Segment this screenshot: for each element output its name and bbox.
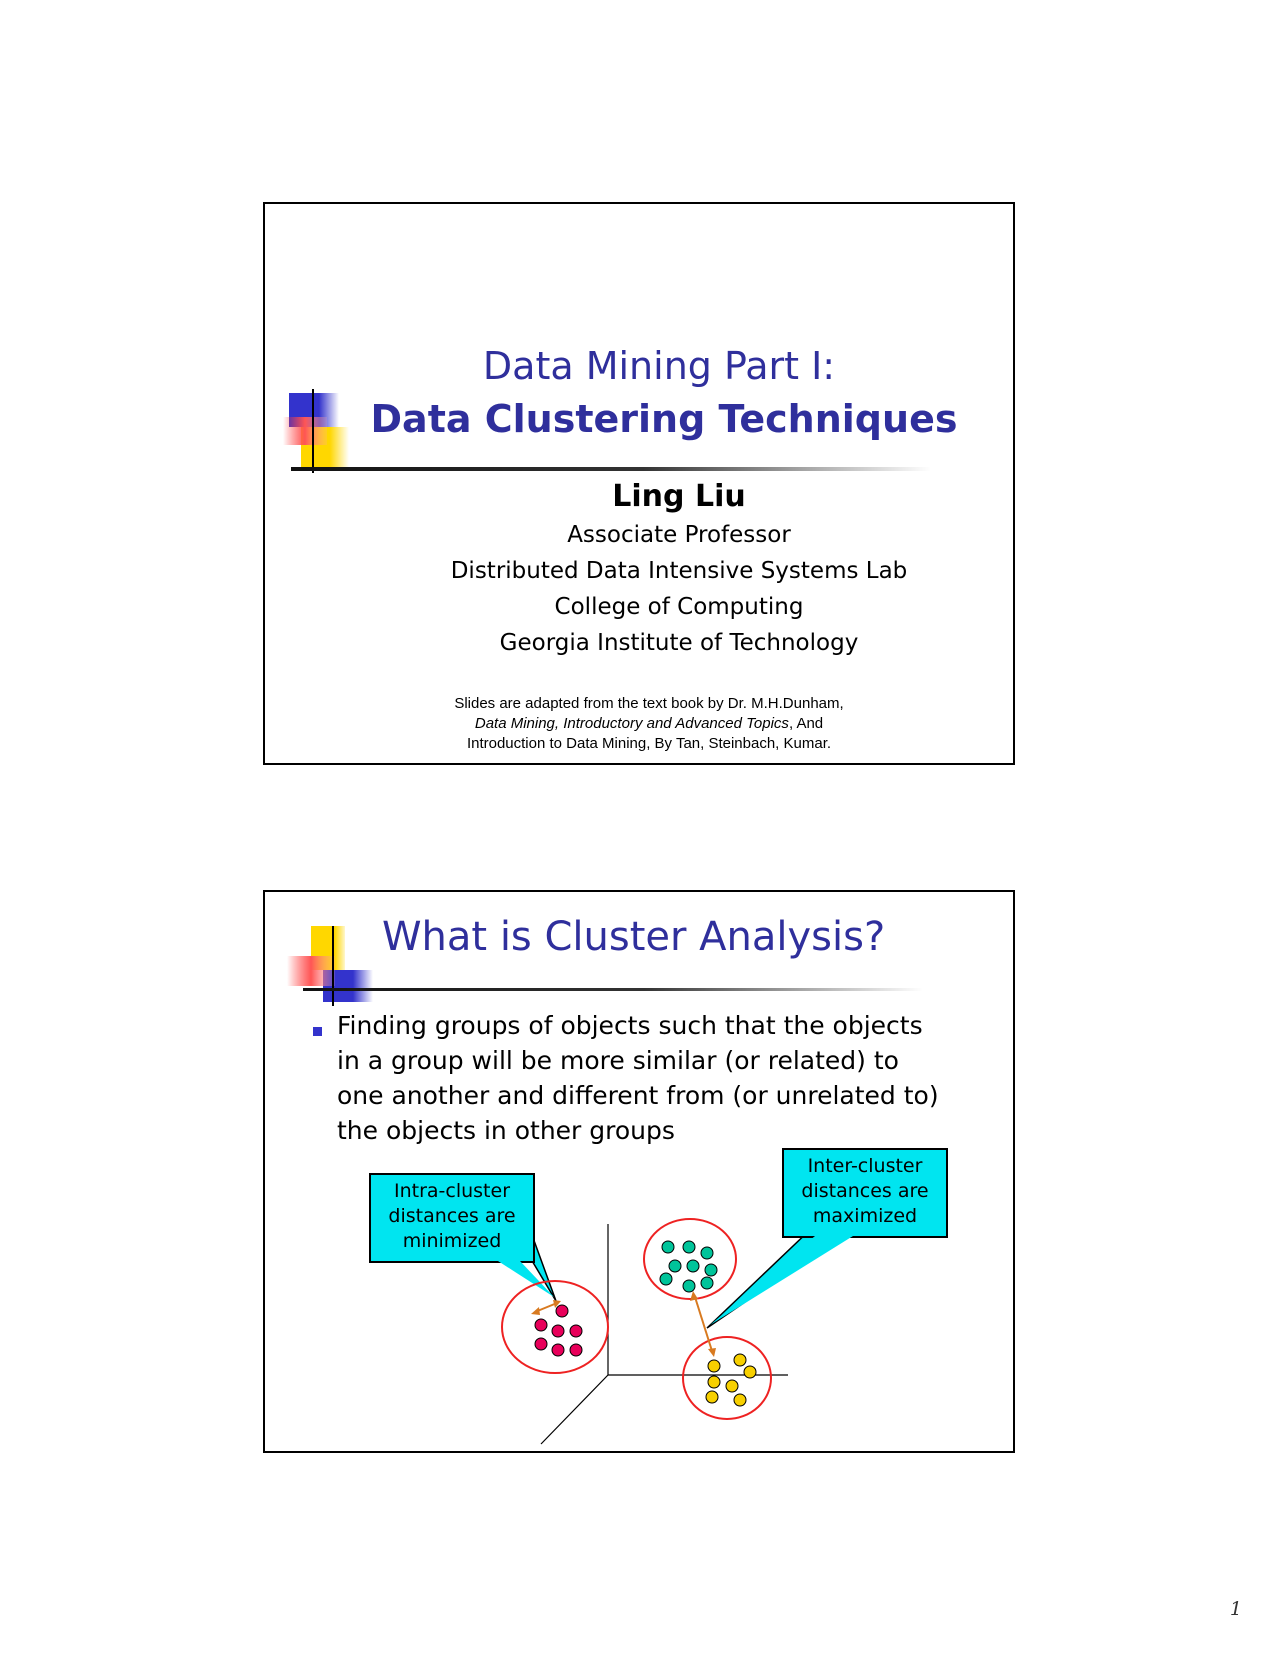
cluster-yellow: [683, 1337, 771, 1419]
affiliation-line-3: College of Computing: [554, 594, 804, 620]
page-number: 1: [1229, 1598, 1242, 1620]
credit-line-2: [265, 715, 1013, 732]
title-underline: [291, 467, 931, 471]
title-line-2: Data Clustering Techniques: [370, 397, 958, 441]
bullet-line: Finding groups of objects such that the objects: [337, 1011, 923, 1040]
cluster-magenta: [502, 1281, 608, 1373]
callout-intra-line: distances are: [388, 1205, 516, 1227]
bullet-line: the objects in other groups: [337, 1116, 675, 1145]
callout-inter-line: maximized: [812, 1205, 918, 1227]
callout-inter-line: distances are: [801, 1180, 929, 1202]
book-title: Data Mining, Introductory and Advanced Topics: [474, 715, 789, 732]
affiliation-line-2: Distributed Data Intensive Systems Lab: [450, 558, 908, 584]
affiliation-line-4: Georgia Institute of Technology: [499, 630, 859, 656]
callout-intra-text: [370, 1179, 534, 1254]
callout-inter-text: [783, 1154, 947, 1229]
title-slide: [263, 202, 1015, 765]
credit-line-2-rest: , And: [788, 715, 824, 732]
cluster-analysis-slide: [263, 890, 1015, 1453]
cluster-teal: [644, 1219, 736, 1299]
bullet-line: one another and different from (or unrelated to): [337, 1081, 939, 1110]
title-line-1: Data Mining Part I:: [482, 344, 836, 388]
bullet-line: in a group will be more similar (or related) to: [337, 1046, 899, 1075]
credit-line-3: Introduction to Data Mining, By Tan, Steinbach, Kumar.: [466, 735, 832, 752]
callout-inter-line: Inter-cluster: [807, 1155, 923, 1177]
slide-title: What is Cluster Analysis?: [382, 914, 886, 960]
affiliation-line-1: Associate Professor: [567, 522, 791, 548]
credit-line-1: Slides are adapted from the text book by Dr. M.H.Dunham,: [454, 695, 844, 712]
callout-intra-line: Intra-cluster: [393, 1180, 511, 1202]
author-name: Ling Liu: [612, 479, 746, 514]
callout-intra-line: minimized: [402, 1230, 502, 1252]
